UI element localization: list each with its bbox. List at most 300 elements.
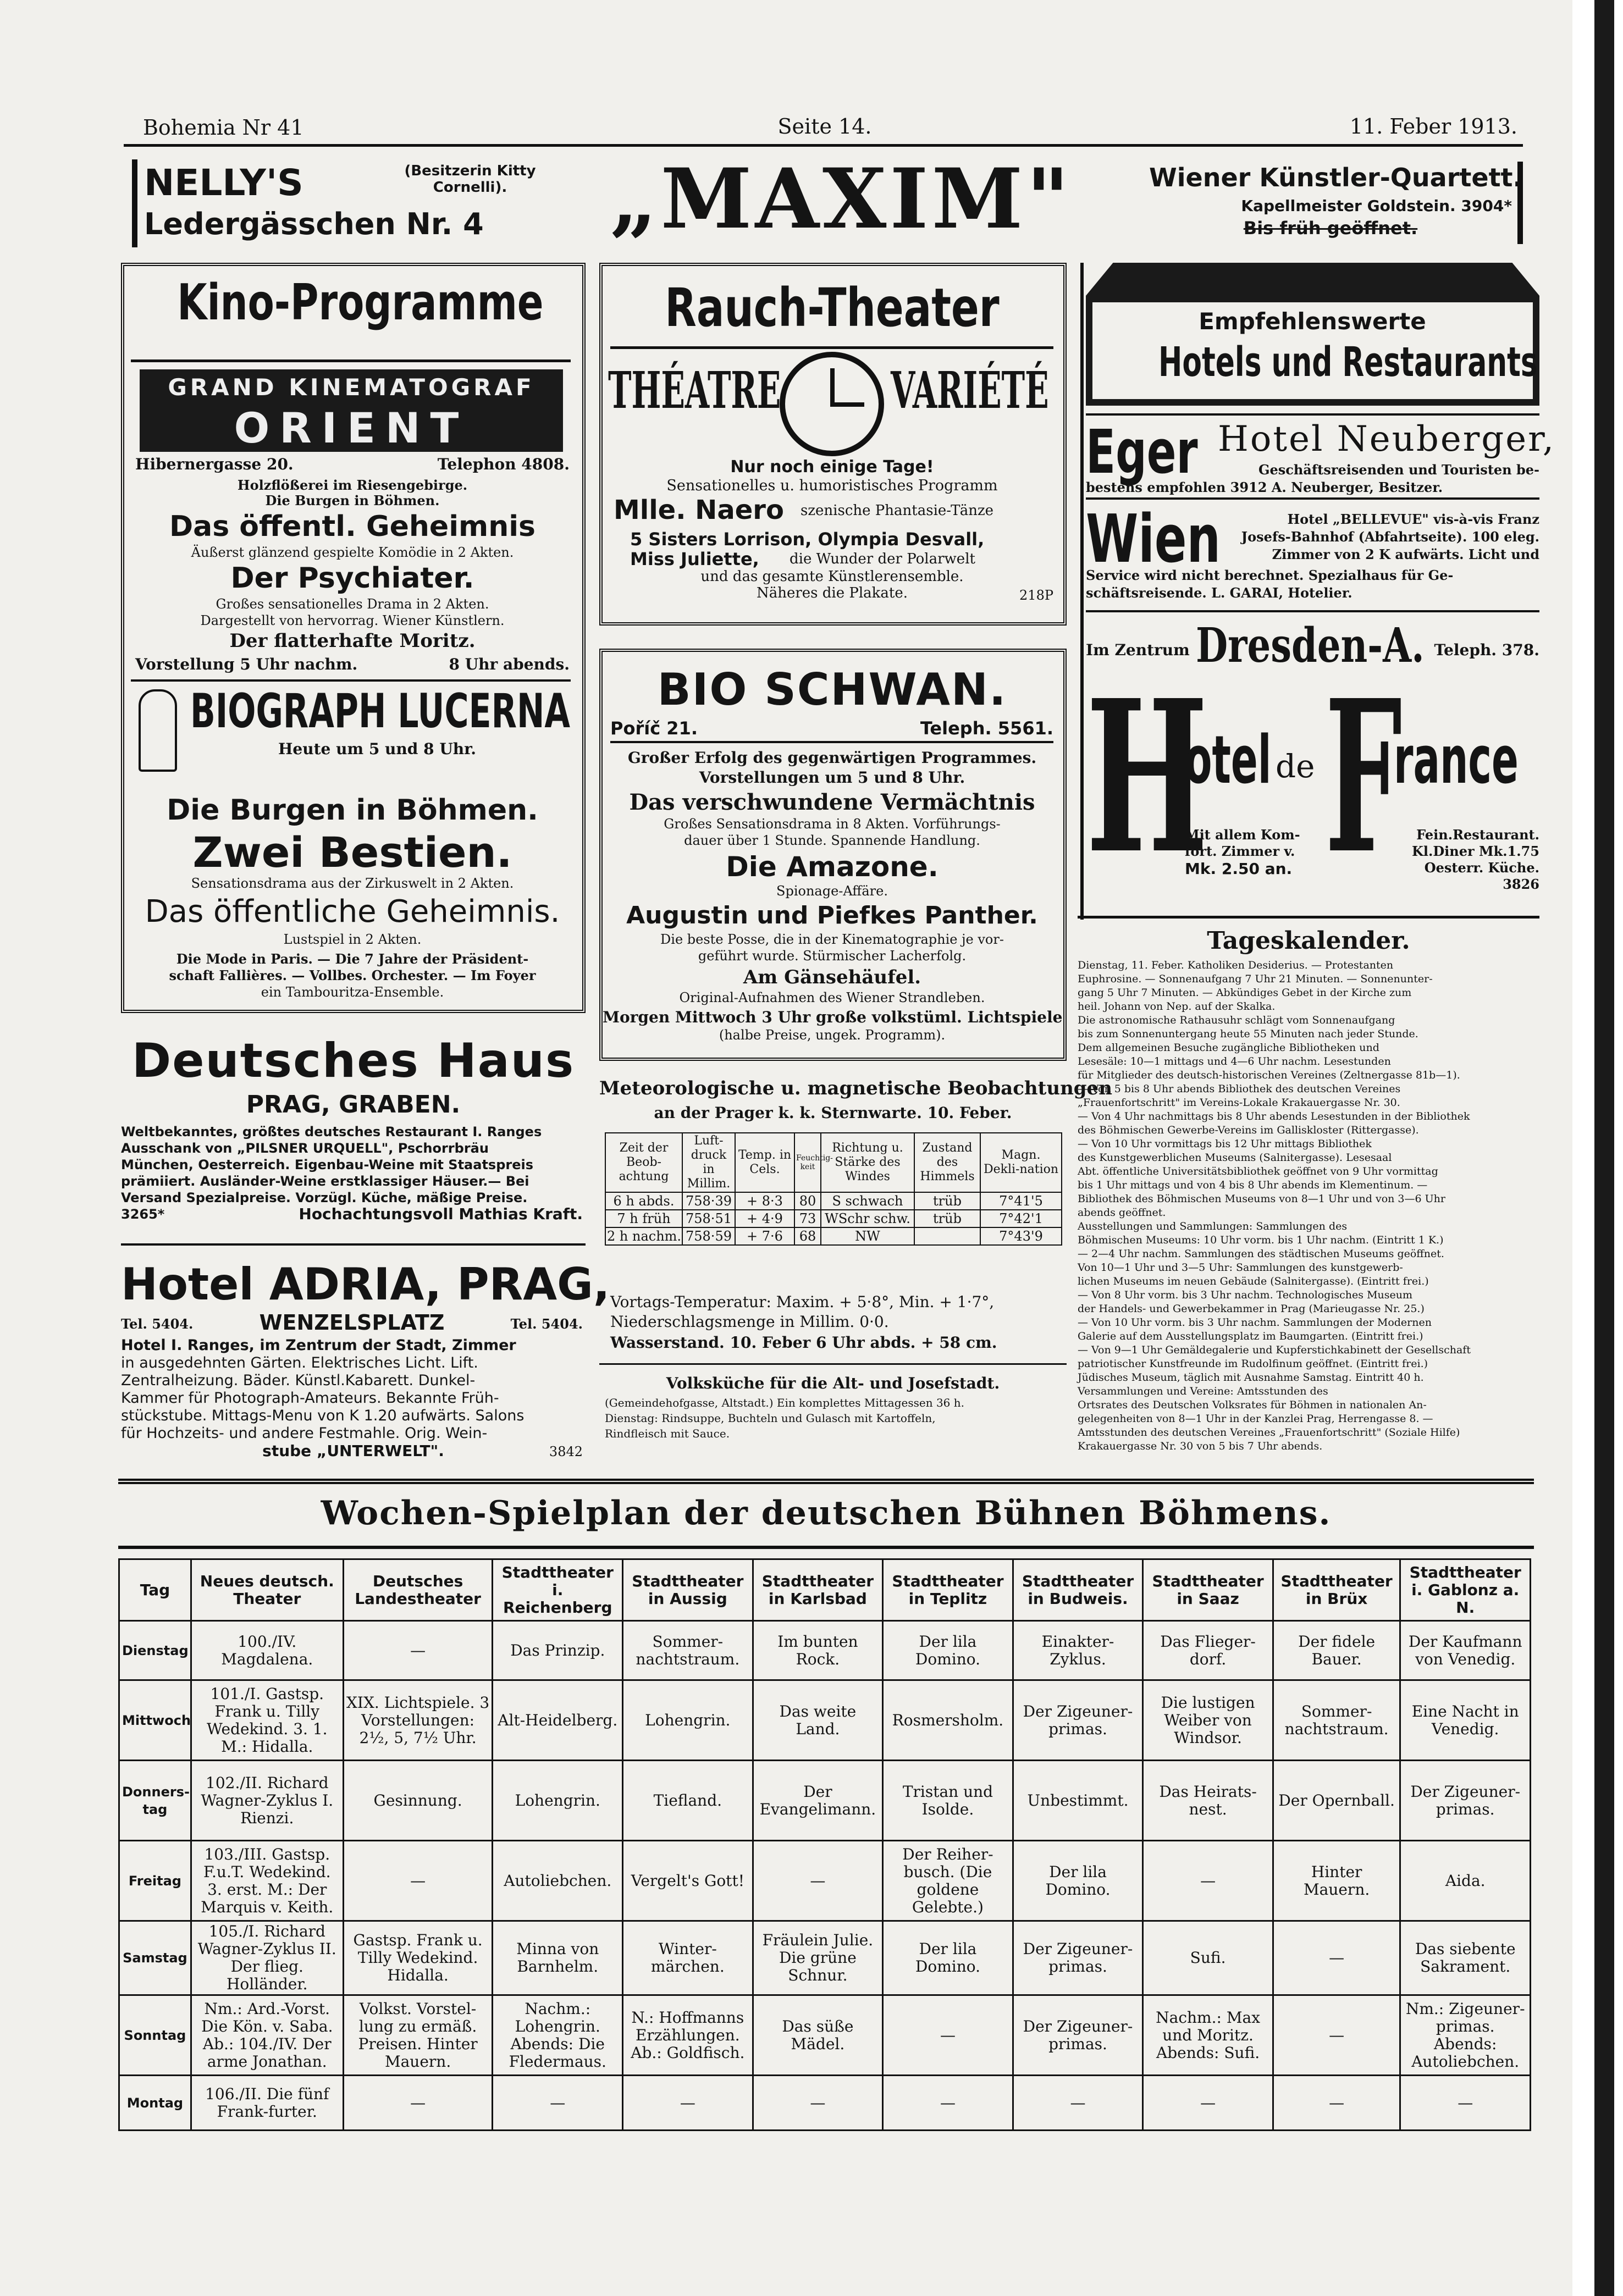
kalender-line: Versammlungen und Vereine: Amtsstunden des xyxy=(1078,1385,1328,1397)
bio-feature-sub: geführt wurde. Stürmischer Lacherfolg. xyxy=(698,948,967,964)
kalender-line: — Von 8 Uhr vorm. bis 3 Uhr nachm. Technologisches Museum xyxy=(1078,1289,1413,1301)
kino-rule xyxy=(131,359,571,362)
plan-row xyxy=(119,1841,1531,1921)
rule xyxy=(121,1243,586,1246)
wiener-hours: Bis früh geöffnet. xyxy=(1243,218,1418,239)
plan-cell: Der Kaufmann von Venedig. xyxy=(1400,1621,1531,1680)
kalender-line: Jüdisches Museum, täglich mit Ausnahme Samstag. Eintritt 40 h. xyxy=(1078,1371,1424,1384)
meteo-cell: + 4·9 xyxy=(735,1210,794,1227)
plan-cell: XIX. Lichtspiele. 3 Vorstellungen: 2½, 5, 7½ Uhr. xyxy=(343,1680,493,1761)
plan-row xyxy=(119,1621,1531,1680)
meteo-table xyxy=(605,1132,1062,1246)
adria-code: 3842 xyxy=(549,1444,583,1459)
plan-cell: — xyxy=(883,2076,1013,2131)
bio-feature: Morgen Mittwoch 3 Uhr große volkstüml. Lichtspiele xyxy=(603,1008,1063,1026)
meteo-header: Zeit der Beob-achtung xyxy=(605,1133,682,1192)
france-left-line: Mit allem Kom- xyxy=(1185,827,1300,843)
meteo-cell: 68 xyxy=(794,1227,821,1245)
meteo-cell: 758·39 xyxy=(682,1192,735,1210)
deutsches-haus-title: Deutsches Haus xyxy=(131,1033,575,1088)
adria-line: stückstube. Mittags-Menu von K 1.20 aufwärts. Salons xyxy=(121,1407,525,1424)
clock-icon xyxy=(780,352,884,456)
lucerna-line: ein Tambouritza-Ensemble. xyxy=(261,984,444,1000)
deutsches-haus-signature: Hochachtungsvoll Mathias Kraft. xyxy=(299,1205,583,1223)
plan-row xyxy=(119,1921,1531,1995)
meteo-header: Temp. in Cels. xyxy=(735,1133,794,1192)
kalender-line: gang 5 Uhr 7 Minuten. — Abkündiges Gebet in der Kirche zum xyxy=(1078,987,1412,999)
kalender-line: abends geöffnet. xyxy=(1078,1207,1166,1219)
adria-tel: Tel. 5404. xyxy=(121,1316,194,1332)
plan-cell: Volkst. Vorstel-lung zu ermäß. Preisen. Hinter Mauern. xyxy=(343,1995,493,2076)
plan-cell: Minna von Barnhelm. xyxy=(493,1921,623,1995)
plan-cell: — xyxy=(883,1995,1013,2076)
plan-row xyxy=(119,1995,1531,2076)
orient-feature-sub: Dargestellt von hervorrag. Wiener Künstlern. xyxy=(200,613,505,628)
plan-cell: Der lila Domino. xyxy=(883,1621,1013,1680)
banner-roof xyxy=(1086,263,1539,296)
deutsches-haus-sub: PRAG, GRABEN. xyxy=(246,1091,461,1119)
plan-day: Montag xyxy=(119,2076,191,2131)
plan-col-header: Neues deutsch. Theater xyxy=(191,1559,343,1621)
theatre-word: THÉATRE xyxy=(608,361,781,420)
meteo-cell: 73 xyxy=(794,1210,821,1227)
plan-cell: Lohengrin. xyxy=(493,1761,623,1841)
orient-phone: Telephon 4808. xyxy=(437,455,570,473)
plan-cell: 102./II. Richard Wagner-Zyklus I. Rienzi. xyxy=(191,1761,343,1841)
plan-cell: Der lila Domino. xyxy=(1013,1841,1143,1921)
kalender-line: Lesesäle: 10—1 mittags und 4—6 Uhr nachm. Lesestunden xyxy=(1078,1055,1391,1067)
france-right-line: Kl.Diner Mk.1.75 xyxy=(1412,843,1539,859)
adria-title: Hotel ADRIA, PRAG, xyxy=(121,1259,610,1310)
meteo-cell: trüb xyxy=(914,1192,980,1210)
plan-cell: — xyxy=(1273,1921,1400,1995)
bio-phone: Teleph. 5561. xyxy=(920,718,1053,739)
plan-cell: Hinter Mauern. xyxy=(1273,1841,1400,1921)
orient-feature-sub: Äußerst glänzend gespielte Komödie in 2 Akten. xyxy=(191,545,514,560)
wien-city: Wien xyxy=(1086,501,1221,578)
hotels-banner xyxy=(1086,263,1539,408)
meteo-cell xyxy=(914,1227,980,1245)
rauch-star: Mlle. Naero xyxy=(614,495,784,525)
banner-frame xyxy=(1086,296,1539,406)
meteo-section xyxy=(599,1077,1112,1473)
plan-row xyxy=(119,1680,1531,1761)
plan-cell: Fräulein Julie. Die grüne Schnur. xyxy=(753,1921,883,1995)
meteo-cell: 7 h früh xyxy=(605,1210,682,1227)
bio-address: Poříč 21. xyxy=(610,718,698,739)
plan-cell: — xyxy=(343,2076,493,2131)
plan-day: Donners-tag xyxy=(119,1761,191,1841)
plan-cell: Lohengrin. xyxy=(623,1680,753,1761)
plan-col-header: Stadttheater in Teplitz xyxy=(883,1559,1013,1621)
bio-feature-sub: Spionage-Affäre. xyxy=(776,883,888,899)
plan-cell: — xyxy=(493,2076,623,2131)
plan-day: Samstag xyxy=(119,1921,191,1995)
kalender-line: — 2—4 Uhr nachm. Sammlungen des städtischen Museums geöffnet. xyxy=(1078,1248,1444,1260)
plan-cell: Nachm.: Max und Moritz. Abends: Sufi. xyxy=(1143,1995,1273,2076)
eger-hotel-name: Hotel Neuberger, xyxy=(1218,419,1556,460)
adria-line: Kammer für Photograph-Amateurs. Bekannte Früh- xyxy=(121,1390,499,1407)
rauch-box xyxy=(599,263,1067,626)
lucerna-feature: Zwei Bestien. xyxy=(192,828,512,877)
plan-cell: Das süße Mädel. xyxy=(753,1995,883,2076)
bio-line: Vorstellungen um 5 und 8 Uhr. xyxy=(699,768,965,787)
plan-cell: — xyxy=(1273,1995,1400,2076)
plan-cell: Der Opernball. xyxy=(1273,1761,1400,1841)
kino-box xyxy=(121,263,586,1013)
meteo-cell: 7°41'5 xyxy=(980,1192,1062,1210)
eger-ad xyxy=(1086,417,1556,499)
nelly-owner: (Besitzerin Kitty Cornelli). xyxy=(404,163,536,196)
rule xyxy=(1086,610,1539,612)
rauch-rule xyxy=(610,346,1053,349)
meteo-title: Meteorologische u. magnetische Beobachtungen xyxy=(599,1077,1112,1099)
plan-cell: — xyxy=(1143,2076,1273,2131)
plan-cell: N.: Hoffmanns Erzählungen. Ab.: Goldfisch. xyxy=(623,1995,753,2076)
rauch-line: Näheres die Plakate. xyxy=(756,585,908,601)
kalender-line: gelegenheiten von 8—1 Uhr in der Kanzlei Prag, Herrengasse 8. — xyxy=(1078,1413,1433,1425)
plan-cell: — xyxy=(1013,2076,1143,2131)
meteo-cell: 6 h abds. xyxy=(605,1192,682,1210)
kalender-line: Böhmischen Museums: 10 Uhr vorm. bis 1 Uhr nachm. (Eintritt 1 K.) xyxy=(1078,1234,1444,1246)
banner-line2: Hotels und Restaurants xyxy=(1158,339,1538,386)
maxim-title: „MAXIM" xyxy=(610,151,1073,247)
nelly-address: Ledergässchen Nr. 4 xyxy=(144,207,484,241)
plan-cell: Der Reiher-busch. (Die goldene Gelebte.) xyxy=(883,1841,1013,1921)
bio-feature: Augustin und Piefkes Panther. xyxy=(626,901,1038,930)
plan-col-header: Stadttheater in Brüx xyxy=(1273,1559,1400,1621)
tageskalender xyxy=(1078,927,1539,1465)
lucerna-feature-sub: Lustspiel in 2 Akten. xyxy=(283,932,422,947)
france-initial-f: F xyxy=(1325,654,1403,900)
orient-feature: Der flatterhafte Moritz. xyxy=(229,630,476,652)
plan-cell: — xyxy=(623,2076,753,2131)
lucerna-feature: Die Burgen in Böhmen. xyxy=(167,794,538,827)
header-rule xyxy=(124,144,1523,147)
wien-line: Hotel „BELLEVUE" vis-à-vis Franz xyxy=(1287,511,1539,527)
rauch-title: Rauch-Theater xyxy=(665,277,1000,339)
plan-cell: Das Heirats-nest. xyxy=(1143,1761,1273,1841)
eger-line: bestens empfohlen 3912 A. Neuberger, Besitzer. xyxy=(1086,479,1443,495)
kalender-line: — Von 9—1 Uhr Gemäldegalerie und Kupferstichkabinett der Gesellschaft xyxy=(1078,1344,1471,1356)
kalender-line: Die astronomische Rathausuhr schlägt vom Sonnenaufgang xyxy=(1078,1014,1395,1026)
kalender-line: Dienstag, 11. Feber. Katholiken Desiderius. — Protestanten xyxy=(1078,959,1394,971)
bio-feature: Am Gänsehäufel. xyxy=(743,966,921,988)
plan-cell: Das weite Land. xyxy=(753,1680,883,1761)
france-otel: otel xyxy=(1185,722,1272,799)
spielplan-table xyxy=(118,1558,1531,2131)
plan-cell: — xyxy=(1273,2076,1400,2131)
banner-line1: Empfehlenswerte xyxy=(1199,308,1426,335)
france-left-line: Mk. 2.50 an. xyxy=(1185,860,1293,878)
plan-col-header: Stadttheater i. Gablonz a. N. xyxy=(1400,1559,1531,1621)
kalender-line: Ortsrates des Deutschen Volksrates für Böhmen in nationalen An- xyxy=(1078,1399,1427,1411)
kalender-line: patriotischer Kunstfreunde im Rudolfinum geöffnet. (Eintritt frei.) xyxy=(1078,1358,1428,1370)
meteo-cell: 2 h nachm. xyxy=(605,1227,682,1245)
adria-line: Zentralheizung. Bäder. Künstl.Kabarett. Dunkel- xyxy=(121,1372,476,1389)
plan-top-rule xyxy=(118,1479,1534,1484)
plan-col-header: Stadttheater in Saaz xyxy=(1143,1559,1273,1621)
kalender-line: Galerie auf dem Ausstellungsplatz im Baumgarten. (Eintritt frei.) xyxy=(1078,1330,1423,1342)
bio-feature-sub: Original-Aufnahmen des Wiener Strandleben. xyxy=(679,990,985,1005)
lucerna-time: Heute um 5 und 8 Uhr. xyxy=(278,740,477,758)
eger-city: Eger xyxy=(1086,417,1198,487)
kalender-line: „Frauenfortschritt" im Vereins-Lokale Krakauergasse Nr. 30. xyxy=(1078,1097,1400,1109)
kalender-line: — Von 10 Uhr vorm. bis 3 Uhr nachm. Sammlungen der Modernen xyxy=(1078,1316,1432,1329)
meteo-header: Feuchtig-keit xyxy=(794,1133,821,1192)
plan-cell: Das Prinzip. xyxy=(493,1621,623,1680)
kitchen-line: Dienstag: Rindsuppe, Buchteln und Gulasch mit Kartoffeln, xyxy=(605,1412,936,1425)
meteo-temp: Vortags-Temperatur: Maxim. + 5·8°, Min. + 1·7°, xyxy=(610,1293,995,1311)
plan-row xyxy=(119,2076,1531,2131)
orient-top: GRAND KINEMATOGRAF xyxy=(168,374,535,401)
orient-line: Die Burgen in Böhmen. xyxy=(265,493,440,508)
plan-cell: Einakter-Zyklus. xyxy=(1013,1621,1143,1680)
orient-banner xyxy=(140,369,563,452)
orient-times: 8 Uhr abends. xyxy=(449,655,570,673)
plan-day: Mittwoch xyxy=(119,1680,191,1761)
meteo-row xyxy=(605,1210,1062,1227)
orient-feature: Das öffentl. Geheimnis xyxy=(169,510,536,543)
kitchen-title: Volksküche für die Alt- und Josefstadt. xyxy=(666,1374,1000,1392)
plan-cell: Winter-märchen. xyxy=(623,1921,753,1995)
plan-cell: Nm.: Zigeuner-primas. Abends: Autoliebchen. xyxy=(1400,1995,1531,2076)
kalender-line: Amtsstunden des deutschen Vereines „Frauenfortschritt" (Soziale Hilfe) xyxy=(1078,1426,1460,1439)
plan-cell: Nachm.: Lohengrin. Abends: Die Fledermaus. xyxy=(493,1995,623,2076)
plan-cell: Gastsp. Frank u. Tilly Wedekind. Hidalla. xyxy=(343,1921,493,1995)
rauch-line: 5 Sisters Lorrison, Olympia Desvall, xyxy=(630,529,985,550)
kalender-line: — Von 5 bis 8 Uhr abends Bibliothek des deutschen Vereines xyxy=(1078,1083,1401,1095)
plan-cell: 106./II. Die fünf Frank-furter. xyxy=(191,2076,343,2131)
plan-cell: Tristan und Isolde. xyxy=(883,1761,1013,1841)
lucerna-title: BIOGRAPH LUCERNA xyxy=(190,684,571,739)
plan-cell: Nm.: Ard.-Vorst. Die Kön. v. Saba. Ab.: 104./IV. Der arme Jonathan. xyxy=(191,1995,343,2076)
wien-line: Service wird nicht berechnet. Spezialhaus für Ge- xyxy=(1086,567,1454,583)
meteo-cell: + 8·3 xyxy=(735,1192,794,1210)
plan-cell: Rosmersholm. xyxy=(883,1680,1013,1761)
france-left-line: fort. Zimmer v. xyxy=(1185,843,1295,859)
kitchen-line: (Gemeindehofgasse, Altstadt.) Ein komplettes Mittagessen 36 h. xyxy=(605,1396,965,1409)
meteo-cell: 758·59 xyxy=(682,1227,735,1245)
plan-cell: — xyxy=(343,1621,493,1680)
plan-title-rule xyxy=(118,1546,1534,1549)
plan-col-header: Stadttheater in Karlsbad xyxy=(753,1559,883,1621)
plan-cell: Im bunten Rock. xyxy=(753,1621,883,1680)
plan-cell: Das Flieger-dorf. xyxy=(1143,1621,1273,1680)
plan-title: Wochen-Spielplan der deutschen Bühnen Böhmens. xyxy=(321,1494,1332,1532)
kalender-line: bis 1 Uhr mittags und von 4 bis 8 Uhr abends im Klementinum. — xyxy=(1078,1179,1428,1191)
deutsches-haus-line: Ausschank von „PILSNER URQUELL", Pschorrbräu xyxy=(121,1141,489,1156)
kalender-line: der Handels- und Gewerbekammer in Prag (Marieugasse Nr. 25.) xyxy=(1078,1303,1425,1315)
rauch-code: 218P xyxy=(1019,588,1053,603)
wiener-ad xyxy=(1144,162,1523,244)
wiener-sub: Kapellmeister Goldstein. 3904* xyxy=(1241,197,1512,215)
kalender-line: des Kunstgewerblichen Museums (Salnitergasse). Lesesaal xyxy=(1078,1152,1392,1164)
orient-times: Vorstellung 5 Uhr nachm. xyxy=(135,655,358,673)
kalender-line: Abt. öffentliche Universitätsbibliothek geöffnet von 9 Uhr vormittag xyxy=(1078,1165,1438,1177)
plan-cell: Der Zigeuner-primas. xyxy=(1400,1761,1531,1841)
adria-line: in ausgedehnten Gärten. Elektrisches Licht. Lift. xyxy=(121,1354,478,1371)
dresden-city: Dresden-A. xyxy=(1196,618,1425,673)
meteo-header: Richtung u. Stärke des Windes xyxy=(821,1133,914,1192)
kalender-line: — Von 4 Uhr nachmittags bis 8 Uhr abends Lesestunden in der Bibliothek xyxy=(1078,1110,1470,1122)
dresden-pre: Im Zentrum xyxy=(1086,641,1190,659)
orient-feature-sub: Großes sensationelles Drama in 2 Akten. xyxy=(216,596,489,612)
meteo-cell: 7°42'1 xyxy=(980,1210,1062,1227)
plan-cell: 103./III. Gastsp. F.u.T. Wedekind. 3. erst. M.: Der Marquis v. Keith. xyxy=(191,1841,343,1921)
hotel-france-ad xyxy=(1086,618,1539,915)
deutsches-haus-line: München, Oesterreich. Eigenbau-Weine mit Staatspreis xyxy=(121,1157,533,1172)
plan-cell: Sommer-nachtstraum. xyxy=(1273,1680,1400,1761)
deutsches-haus-line: Weltbekanntes, größtes deutsches Restaurant I. Ranges xyxy=(121,1124,542,1139)
wien-line: schäftsreisende. L. GARAI, Hotelier. xyxy=(1086,585,1352,601)
adria-line: für Hochzeits- und andere Festmahle. Orig. Wein- xyxy=(121,1425,488,1442)
deutsches-haus-code: 3265* xyxy=(121,1207,165,1222)
rule xyxy=(1078,916,1539,919)
kalender-line: Ausstellungen und Sammlungen: Sammlungen des xyxy=(1078,1220,1348,1232)
wien-line: Josefs-Bahnhof (Abfahrtseite). 100 eleg. xyxy=(1241,529,1539,545)
kalender-line: Von 10—1 Uhr und 3—5 Uhr: Sammlungen des kunstgewerb- xyxy=(1078,1262,1403,1274)
eger-line: Geschäftsreisenden und Touristen be- xyxy=(1258,462,1539,478)
plan-cell: Sommer-nachtstraum. xyxy=(623,1621,753,1680)
france-right-line: Oesterr. Küche. xyxy=(1424,860,1539,876)
deutsches-haus-ad xyxy=(121,1033,586,1253)
meteo-header: Luft-druck in Millim. xyxy=(682,1133,735,1192)
kalender-line: für Mitglieder des deutsch-historischen Vereines (Zeltnergasse 81b—1). xyxy=(1078,1069,1460,1081)
rule xyxy=(599,1363,1067,1365)
plan-cell: Alt-Heidelberg. xyxy=(493,1680,623,1761)
rauch-line: und das gesamte Künstlerensemble. xyxy=(700,568,964,585)
plan-col-header: Tag xyxy=(119,1559,191,1621)
plan-cell: — xyxy=(1400,2076,1531,2131)
bio-line: Großer Erfolg des gegenwärtigen Programmes. xyxy=(627,749,1037,767)
plan-cell: Eine Nacht in Venedig. xyxy=(1400,1680,1531,1761)
kalender-line: lichen Museums im neuen Gebäude (Salnitergasse). (Eintritt frei.) xyxy=(1078,1275,1429,1287)
adria-line: stube „UNTERWELT". xyxy=(262,1442,444,1460)
bio-feature: Die Amazone. xyxy=(726,851,939,883)
header-left: Bohemia Nr 41 xyxy=(143,115,304,140)
plan-row xyxy=(119,1761,1531,1841)
plan-col-header: Stadttheater in Budweis. xyxy=(1013,1559,1143,1621)
lucerna-feature: Das öffentliche Geheimnis. xyxy=(145,894,560,930)
rauch-line: die Wunder der Polarwelt xyxy=(790,551,975,567)
bio-feature: Das verschwundene Vermächtnis xyxy=(629,789,1035,815)
meteo-cell: NW xyxy=(821,1227,914,1245)
bio-feature-sub: dauer über 1 Stunde. Spannende Handlung. xyxy=(684,833,980,848)
bio-schwan-box xyxy=(599,649,1067,1061)
bio-rule xyxy=(610,741,1053,743)
meteo-cell: trüb xyxy=(914,1210,980,1227)
wien-ad xyxy=(1086,501,1539,606)
meteo-row xyxy=(605,1192,1062,1210)
meteo-header: Zustand des Himmels xyxy=(914,1133,980,1192)
nelly-ad xyxy=(132,159,561,247)
plan-cell: Unbestimmt. xyxy=(1013,1761,1143,1841)
plan-cell: Tiefland. xyxy=(623,1761,753,1841)
plan-cell: Der fidele Bauer. xyxy=(1273,1621,1400,1680)
plan-cell: Der Evangelimann. xyxy=(753,1761,883,1841)
rule xyxy=(1086,497,1539,500)
orient-feature: Der Psychiater. xyxy=(230,562,474,595)
plan-day: Sonntag xyxy=(119,1995,191,2076)
rauch-line: Nur noch einige Tage! xyxy=(730,457,934,477)
bio-title: BIO SCHWAN. xyxy=(657,664,1007,715)
plan-cell: Das siebente Sakrament. xyxy=(1400,1921,1531,1995)
meteo-cell: 80 xyxy=(794,1192,821,1210)
kalender-line: Krakauergasse Nr. 30 von 5 bis 7 Uhr abends. xyxy=(1078,1440,1323,1452)
plan-cell: — xyxy=(1143,1841,1273,1921)
rule xyxy=(1086,413,1539,416)
lucerna-line: schaft Fallières. — Vollbes. Orchester. — Im Foyer xyxy=(169,967,536,983)
orient-address: Hibernergasse 20. xyxy=(135,455,294,473)
plan-cell: 100./IV. Magdalena. xyxy=(191,1621,343,1680)
meteo-row xyxy=(605,1227,1062,1245)
deutsches-haus-line: prämiiert. Ausländer-Weine erstklassiger Häuser.— Bei xyxy=(121,1174,529,1189)
bio-feature-sub: (halbe Preise, ungek. Programm). xyxy=(719,1027,946,1043)
plan-cell: 105./I. Richard Wagner-Zyklus II. Der flieg. Holländer. xyxy=(191,1921,343,1995)
deutsches-haus-line: Versand Spezialpreise. Vorzügl. Küche, mäßige Preise. xyxy=(121,1190,528,1205)
france-code: 3826 xyxy=(1503,876,1539,892)
meteo-cell: 7°43'9 xyxy=(980,1227,1062,1245)
plan-cell: Aida. xyxy=(1400,1841,1531,1921)
plan-col-header: Deutsches Landestheater xyxy=(343,1559,493,1621)
lucerna-feature-sub: Sensationsdrama aus der Zirkuswelt in 2 Akten. xyxy=(191,876,514,891)
dresden-tel: Teleph. 378. xyxy=(1434,641,1539,659)
wien-line: Zimmer von 2 K aufwärts. Licht und xyxy=(1272,546,1539,562)
lantern-icon xyxy=(139,689,177,772)
adria-sub: WENZELSPLATZ xyxy=(259,1310,445,1335)
adria-tel: Tel. 5404. xyxy=(510,1316,583,1332)
plan-cell: Gesinnung. xyxy=(343,1761,493,1841)
kalender-line: heil. Johann von Nep. auf der Skalka. xyxy=(1078,1000,1276,1013)
kalender-line: bis zum Sonnenuntergang heute 55 Minuten nach jeder Stunde. xyxy=(1078,1028,1418,1040)
meteo-cell: S schwach xyxy=(821,1192,914,1210)
plan-header-row xyxy=(119,1559,1531,1621)
plan-day: Freitag xyxy=(119,1841,191,1921)
plan-cell: Der Zigeuner-primas. xyxy=(1013,1995,1143,2076)
plan-cell: Sufi. xyxy=(1143,1921,1273,1995)
meteo-water: Wasserstand. 10. Feber 6 Uhr abds. + 58 cm. xyxy=(610,1334,997,1352)
plan-cell: Der Zigeuner-primas. xyxy=(1013,1921,1143,1995)
plan-cell: 101./I. Gastsp. Frank u. Tilly Wedekind. 3. 1. M.: Hidalla. xyxy=(191,1680,343,1761)
france-de: de xyxy=(1276,748,1315,785)
plan-cell: Der lila Domino. xyxy=(883,1921,1013,1995)
france-rance: rance xyxy=(1394,722,1519,799)
meteo-header: Magn. Dekli-nation xyxy=(980,1133,1062,1192)
wiener-title: Wiener Künstler-Quartett. xyxy=(1149,163,1523,192)
kitchen-line: Rindfleisch mit Sauce. xyxy=(605,1427,730,1440)
kino-title: Kino-Programme xyxy=(177,274,544,331)
kalender-title: Tageskalender. xyxy=(1207,927,1410,955)
lucerna-line: Die Mode in Paris. — Die 7 Jahre der Präsident- xyxy=(176,951,529,967)
meteo-cell: WSchr schw. xyxy=(821,1210,914,1227)
meteo-cell: 758·51 xyxy=(682,1210,735,1227)
variete-word: VARIÉTÉ xyxy=(891,361,1049,420)
adria-ad xyxy=(121,1259,610,1468)
meteo-rain: Niederschlagsmenge in Millim. 0·0. xyxy=(610,1313,889,1331)
plan-cell: Autoliebchen. xyxy=(493,1841,623,1921)
plan-col-header: Stadttheater i. Reichenberg xyxy=(493,1559,623,1621)
plan-cell: Die lustigen Weiber von Windsor. xyxy=(1143,1680,1273,1761)
plan-day: Dienstag xyxy=(119,1621,191,1680)
plan-cell: — xyxy=(753,1841,883,1921)
rauch-line: szenische Phantasie-Tänze xyxy=(801,502,994,519)
orient-name: ORIENT xyxy=(234,403,469,452)
plan-cell: Der Zigeuner-primas. xyxy=(1013,1680,1143,1761)
scan-edge xyxy=(1572,0,1623,2296)
rauch-line: Sensationelles u. humoristisches Programm xyxy=(666,477,998,494)
header-right: 11. Feber 1913. xyxy=(1349,114,1517,139)
